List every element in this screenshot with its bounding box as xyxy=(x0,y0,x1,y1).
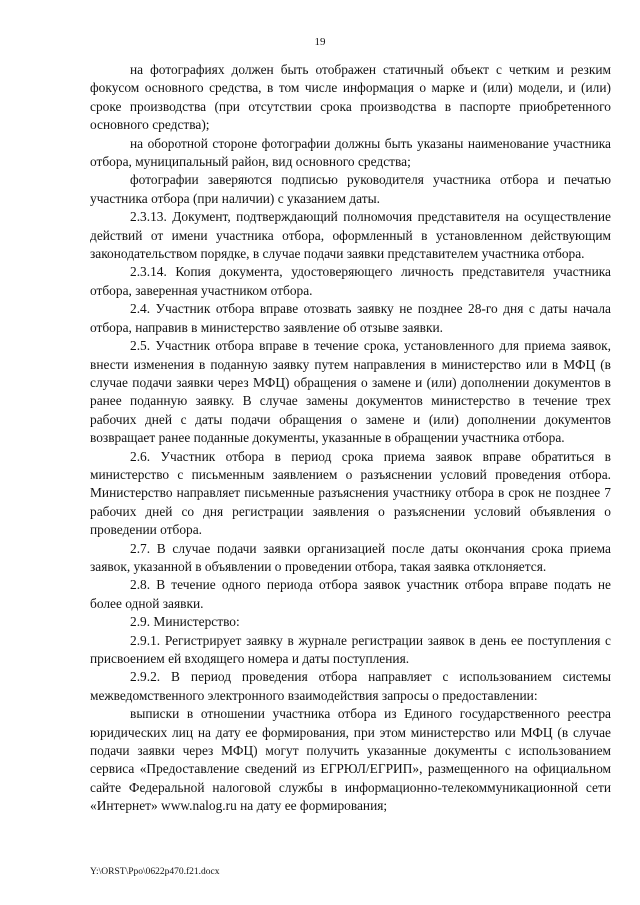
paragraph-photo-reverse-side: на оборотной стороне фотографии должны быть указаны наименование участника отбора, муниципальный район, вид основного средства; xyxy=(90,135,611,170)
footer-file-path: Y:\ORST\Ppo\0622p470.f21.docx xyxy=(90,867,220,877)
paragraph-2-8: 2.8. В течение одного периода отбора заявок участник отбора вправе подать не более одной заявки. xyxy=(90,577,611,611)
document-body xyxy=(90,61,611,816)
paragraph-2-4: 2.4. Участник отбора вправе отозвать заявку не позднее 28-го дня с даты начала отбора, направив в министерство заявление об отзыве заявки. xyxy=(90,301,611,335)
paragraph-photo-requirements: на фотографиях должен быть отображен статичный объект с четким и резким фокусом основного средства, в том числе информация о марке и (или) модели, и (или) сроке производства (при отсутствии срока производства в паспорте приобретенного основного средства); xyxy=(90,62,611,133)
paragraph-2-3-14: 2.3.14. Копия документа, удостоверяющего личность представителя участника отбора, заверенная участником отбора. xyxy=(90,264,611,298)
paragraph-2-9-1: 2.9.1. Регистрирует заявку в журнале регистрации заявок в день ее поступления с присвоением ей входящего номера и даты поступления. xyxy=(90,632,611,666)
paragraph-2-7: 2.7. В случае подачи заявки организацией после даты окончания срока приема заявок, указанной в объявлении о проведении отбора, такая заявка отклоняется. xyxy=(90,540,611,574)
page-number: 19 xyxy=(314,36,326,48)
paragraph-photo-certification: фотографии заверяются подписью руководителя участника отбора и печатью участника отбора (при наличии) с указанием даты. xyxy=(90,172,611,206)
paragraph-2-3-13: 2.3.13. Документ, подтверждающий полномочия представителя на осуществление действий от имени участника отбора, оформленный в установленном действующим законодательством порядке, в случае подачи заявки представителем участника отбора. xyxy=(90,209,611,262)
paragraph-2-6: 2.6. Участник отбора в период срока приема заявок вправе обратиться в министерство с письменным заявлением о разъяснении условий проведения отбора. Министерство направляет письменные разъяснения участнику отбора в срок не позднее 7 рабочих дней со дня регистрации заявления о разъяснении условий объявления о проведении отбора. xyxy=(90,448,611,538)
paragraph-2-5: 2.5. Участник отбора вправе в течение срока, установленного для приема заявок, внести изменения в поданную заявку путем направления в министерство или в МФЦ (в случае подачи заявки через МФЦ) обращения о замене и (или) дополнении документов в ранее поданную заявку. В случае замены документов министерство в течение трех рабочих дней с даты подачи обращения о замене и (или) дополнении документов возвращает ранее поданные документы, указанные в обращении участника отбора. xyxy=(90,338,611,446)
paragraph-egrul-extract: выписки в отношении участника отбора из Единого государственного реестра юридических лиц на дату ее формирования, при этом министерство или МФЦ (в случае подачи заявки через МФЦ) могут получить указанные документы с использованием сервиса «Предоставление сведений из ЕГРЮЛ/ЕГРИП», размещенного на официальном сайте Федеральной налоговой службы в информационно-телекоммуникационной сети «Интернет» www.nalog.ru на дату ее формирования; xyxy=(90,706,611,814)
paragraph-2-9-2: 2.9.2. В период проведения отбора направляет с использованием системы межведомственного электронного взаимодействия запросы о предоставлении: xyxy=(90,669,611,703)
paragraph-2-9: 2.9. Министерство: xyxy=(130,614,240,630)
